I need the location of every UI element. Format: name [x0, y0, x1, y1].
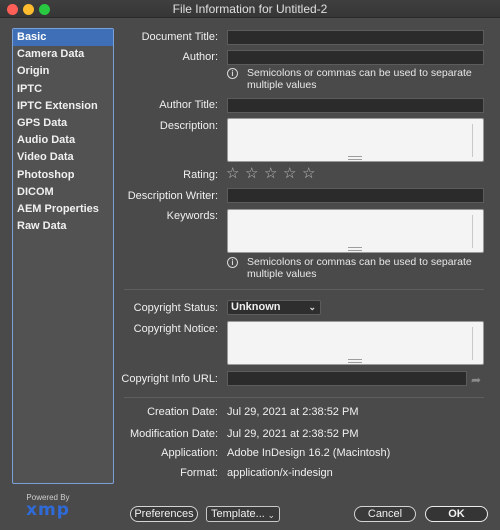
- template-select-label: Template...: [211, 508, 265, 520]
- description-resize-grip-icon[interactable]: [348, 156, 362, 160]
- format-value: application/x-indesign: [227, 467, 333, 479]
- copyright-status-select[interactable]: [227, 300, 321, 315]
- sidebar-item-origin[interactable]: Origin: [17, 65, 50, 78]
- xmp-branding: [14, 493, 82, 519]
- copyright-status-value: Unknown: [231, 301, 281, 313]
- share-arrow-icon[interactable]: ➦: [471, 373, 482, 387]
- author-field[interactable]: [227, 50, 484, 65]
- application-value: Adobe InDesign 16.2 (Macintosh): [227, 447, 391, 459]
- sidebar-item-photoshop[interactable]: Photoshop: [17, 168, 75, 181]
- sidebar-item-dicom[interactable]: DICOM: [17, 185, 54, 198]
- window-title: File Information for Untitled-2: [172, 2, 328, 16]
- sidebar-item-camera-data[interactable]: Camera Data: [17, 48, 85, 61]
- document-title-label: Document Title:: [141, 31, 218, 43]
- category-list: [12, 28, 114, 484]
- title-bar: [0, 0, 500, 18]
- chevron-down-icon: ⌄: [308, 302, 316, 312]
- modification-date-value: Jul 29, 2021 at 2:38:52 PM: [227, 428, 359, 440]
- template-select[interactable]: [206, 506, 280, 522]
- application-label: Application:: [161, 447, 218, 459]
- author-label: Author:: [182, 51, 218, 63]
- description-writer-field[interactable]: [227, 188, 484, 203]
- sidebar-item-iptc[interactable]: IPTC: [17, 82, 43, 95]
- sidebar-item-iptc-extension[interactable]: IPTC Extension: [17, 99, 98, 112]
- keywords-label: Keywords:: [166, 210, 218, 222]
- copyright-notice-scrollbar[interactable]: [472, 327, 473, 360]
- keywords-scrollbar[interactable]: [472, 215, 473, 248]
- xmp-logo: xmp: [26, 500, 70, 520]
- copyright-url-label: Copyright Info URL:: [121, 373, 218, 385]
- copyright-notice-resize-grip-icon[interactable]: [348, 359, 362, 363]
- keywords-hint: [227, 256, 487, 282]
- star-outline-icon[interactable]: ☆: [245, 165, 259, 182]
- powered-by-label: Powered By: [26, 493, 70, 502]
- sidebar-item-video-data[interactable]: Video Data: [17, 151, 74, 164]
- section-divider: [124, 289, 484, 290]
- keywords-hint-text: Semicolons or commas can be used to separate multiple values: [247, 256, 472, 280]
- rating-label: Rating:: [183, 169, 218, 181]
- star-outline-icon[interactable]: ☆: [226, 165, 240, 182]
- author-title-field[interactable]: [227, 98, 484, 113]
- section-divider: [124, 397, 484, 398]
- sidebar-item-gps-data[interactable]: GPS Data: [17, 116, 68, 129]
- sidebar-item-raw-data[interactable]: Raw Data: [17, 220, 67, 233]
- modification-date-label: Modification Date:: [129, 428, 218, 440]
- keywords-resize-grip-icon[interactable]: [348, 247, 362, 251]
- cancel-button[interactable]: Cancel: [354, 506, 416, 522]
- sidebar-item-basic[interactable]: Basic: [13, 29, 113, 46]
- info-circle-icon: i: [227, 68, 238, 79]
- copyright-url-field[interactable]: [227, 371, 467, 386]
- author-hint: [227, 67, 487, 93]
- copyright-notice-label: Copyright Notice:: [133, 323, 218, 335]
- ok-button[interactable]: OK: [425, 506, 488, 522]
- star-outline-icon[interactable]: ☆: [264, 165, 278, 182]
- format-label: Format:: [180, 467, 218, 479]
- preferences-button[interactable]: Preferences: [130, 506, 198, 522]
- star-outline-icon[interactable]: ☆: [302, 165, 316, 182]
- document-title-field[interactable]: [227, 30, 484, 45]
- info-circle-icon: i: [227, 257, 238, 268]
- rating-stars: [226, 166, 321, 182]
- description-writer-label: Description Writer:: [127, 190, 218, 202]
- star-outline-icon[interactable]: ☆: [283, 165, 297, 182]
- chevron-down-icon: ⌄: [267, 510, 275, 520]
- author-hint-text: Semicolons or commas can be used to separate multiple values: [247, 67, 472, 91]
- creation-date-label: Creation Date:: [147, 406, 218, 418]
- sidebar-item-audio-data[interactable]: Audio Data: [17, 134, 76, 147]
- creation-date-value: Jul 29, 2021 at 2:38:52 PM: [227, 406, 359, 418]
- sidebar-item-aem-properties[interactable]: AEM Properties: [17, 202, 99, 215]
- copyright-status-label: Copyright Status:: [133, 302, 218, 314]
- description-label: Description:: [159, 120, 218, 132]
- author-title-label: Author Title:: [159, 99, 218, 111]
- description-scrollbar[interactable]: [472, 124, 473, 157]
